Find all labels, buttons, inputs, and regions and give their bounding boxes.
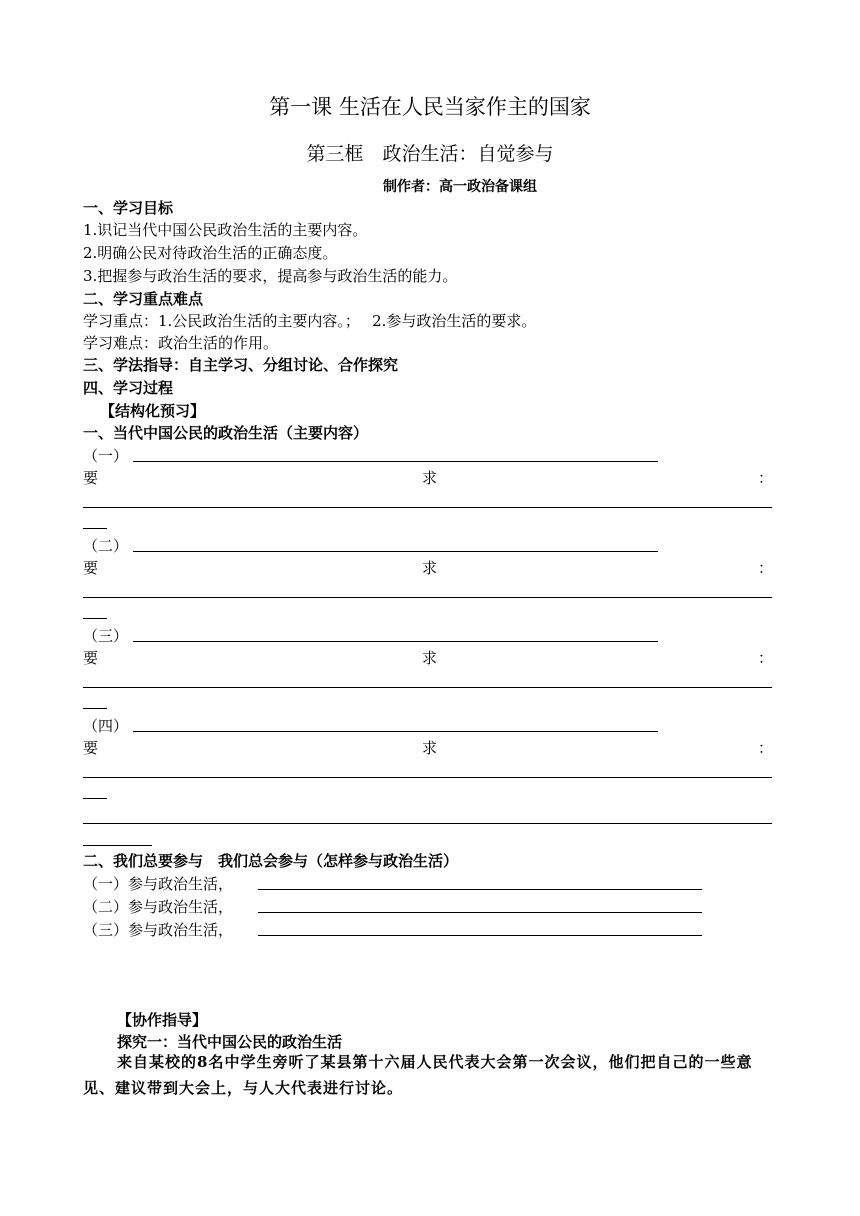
key-focus: 学习重点：1.公民政治生活的主要内容。； 2.参与政治生活的要求。 [83,312,537,330]
requirement-colon: ： [758,559,774,577]
answer-blank[interactable] [83,687,772,688]
preview-heading: 【结构化预习】 [100,402,206,420]
answer-blank[interactable] [258,912,702,913]
key-difficulty: 学习难点：政治生活的作用。 [83,334,279,352]
cooperation-heading: 【协作指导】 [117,1011,208,1029]
answer-blank[interactable] [83,845,152,846]
requirement-label: 求 [422,649,438,667]
process-heading: 四、学习过程 [83,379,174,397]
method-heading: 三、学法指导：自主学习、分组讨论、合作探究 [83,356,399,374]
part2-heading: 二、我们总要参与 我们总会参与（怎样参与政治生活） [83,852,459,870]
key-points-heading: 二、学习重点难点 [83,290,204,308]
requirement-label: 求 [422,739,438,757]
answer-blank[interactable] [83,528,107,529]
explore-paragraph: 来自某校的8名中学生旁听了某县第十六届人民代表大会第一次会议，他们把自己的一些意见、建议带到大会上，与人大代表进行讨论。 [83,1053,753,1097]
author-line: 制作者：高一政治备课组 [383,179,537,195]
requirement-label: 求 [422,469,438,487]
document-title: 第一课 生活在人民当家作主的国家 [269,95,591,119]
answer-blank[interactable] [83,777,772,778]
requirement-colon: ： [758,739,774,757]
answer-blank[interactable] [133,731,658,732]
answer-blank[interactable] [83,823,772,824]
part2-item: （三）参与政治生活， [83,921,234,939]
requirement-colon: ： [758,649,774,667]
answer-blank[interactable] [258,935,702,936]
answer-blank[interactable] [83,597,772,598]
part1-heading: 一、当代中国公民的政治生活（主要内容） [83,424,369,442]
answer-blank[interactable] [83,507,772,508]
answer-blank[interactable] [133,551,658,552]
answer-blank[interactable] [83,798,107,799]
requirement-label: 要 [83,559,99,577]
explore-title: 探究一：当代中国公民的政治生活 [117,1033,343,1051]
answer-blank[interactable] [258,889,702,890]
answer-blank[interactable] [83,708,107,709]
part2-item: （一）参与政治生活， [83,875,234,893]
answer-blank[interactable] [133,641,658,642]
requirement-label: 要 [83,649,99,667]
answer-blank[interactable] [83,618,107,619]
block-label: （四） [83,717,129,735]
objective-item: 1.识记当代中国公民政治生活的主要内容。 [83,221,368,239]
block-label: （一） [83,447,129,465]
block-label: （三） [83,627,129,645]
objectives-heading: 一、学习目标 [83,199,174,217]
requirement-label: 求 [422,559,438,577]
requirement-label: 要 [83,739,99,757]
block-label: （二） [83,537,129,555]
requirement-label: 要 [83,469,99,487]
document-subtitle: 第三框 政治生活：自觉参与 [306,143,554,165]
objective-item: 3.把握参与政治生活的要求，提高参与政治生活的能力。 [83,267,458,285]
answer-blank[interactable] [133,461,658,462]
requirement-colon: ： [758,469,774,487]
part2-item: （二）参与政治生活， [83,898,234,916]
objective-item: 2.明确公民对待政治生活的正确态度。 [83,244,338,262]
